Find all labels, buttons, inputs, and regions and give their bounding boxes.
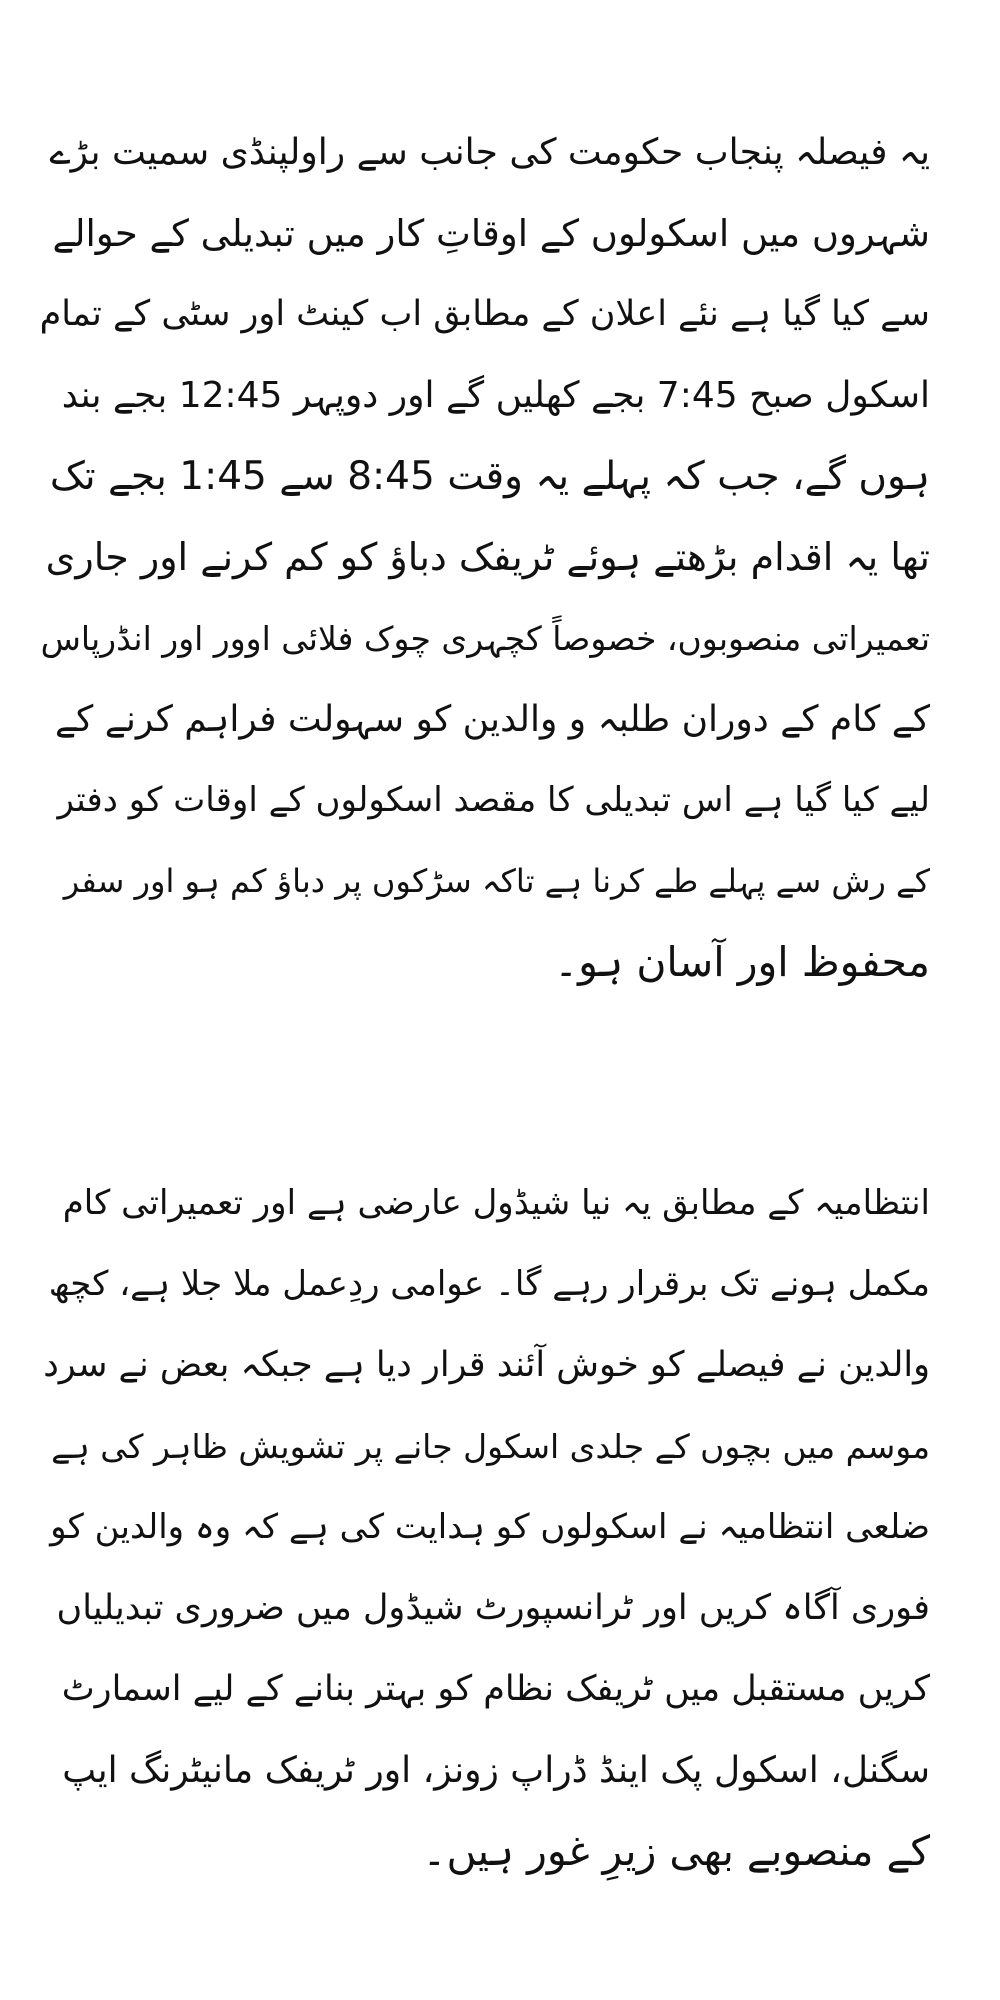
paragraph-2 <box>40 1163 930 1892</box>
text-line: کے کام کے دوران طلبہ و والدین کو سہولت فراہم کرنے کے <box>55 699 930 740</box>
text-line: محفوظ اور آسان ہو۔ <box>554 938 930 986</box>
text-line: مکمل ہونے تک برقرار رہے گا۔ عوامی ردِعمل ملا جلا ہے، کچھ <box>48 1264 930 1304</box>
text-line: سگنل، اسکول پک اینڈ ڈراپ زونز، اور ٹریفک مانیٹرنگ ایپ <box>62 1750 930 1791</box>
text-line: کریں مستقبل میں ٹریفک نظام کو بہتر بنانے کے لیے اسمارٹ <box>61 1669 930 1709</box>
text-line: لیے کیا گیا ہے اس تبدیلی کا مقصد اسکولوں کے اوقات کو دفتر <box>57 780 930 820</box>
text-line: یہ فیصلہ پنجاب حکومت کی جانب سے راولپنڈی سمیت بڑے <box>49 132 930 173</box>
text-line: اسکول صبح 7:45 بجے کھلیں گے اور دوپہر 12:45 بجے بند <box>61 375 930 416</box>
paragraph-spacer <box>40 1003 930 1163</box>
text-line: شہروں میں اسکولوں کے اوقاتِ کار میں تبدیلی کے حوالے <box>52 212 930 255</box>
text-line: تعمیراتی منصوبوں، خصوصاً کچہری چوک فلائی اوور اور انڈرپاس <box>40 619 930 658</box>
text-line: انتظامیہ کے مطابق یہ نیا شیڈول عارضی ہے اور تعمیراتی کام <box>62 1183 930 1223</box>
text-line: تھا یہ اقدام بڑھتے ہوئے ٹریفک دباؤ کو کم کرنے اور جاری <box>45 535 930 579</box>
text-line: کے منصوبے بھی زیرِ غور ہیں۔ <box>422 1827 930 1875</box>
text-line: موسم میں بچوں کے جلدی اسکول جانے پر تشویش ظاہر کی ہے <box>51 1427 930 1466</box>
text-line: ضلعی انتظامیہ نے اسکولوں کو ہدایت کی ہے کہ وہ والدین کو <box>50 1507 930 1547</box>
text-line: سے کیا گیا ہے نئے اعلان کے مطابق اب کینٹ اور سٹی کے تمام <box>39 294 930 334</box>
text-line: فوری آگاہ کریں اور ٹرانسپورٹ شیڈول میں ضروری تبدیلیاں <box>56 1588 930 1628</box>
text-line: والدین نے فیصلے کو خوش آئند قرار دیا ہے جبکہ بعض نے سرد <box>43 1345 930 1385</box>
paragraph-1 <box>40 112 930 1003</box>
text-line: ہوں گے، جب کہ پہلے یہ وقت 8:45 سے 1:45 بجے تک <box>49 454 930 499</box>
text-line: کے رش سے پہلے طے کرنا ہے تاکہ سڑکوں پر دباؤ کم ہو اور سفر <box>63 862 930 900</box>
